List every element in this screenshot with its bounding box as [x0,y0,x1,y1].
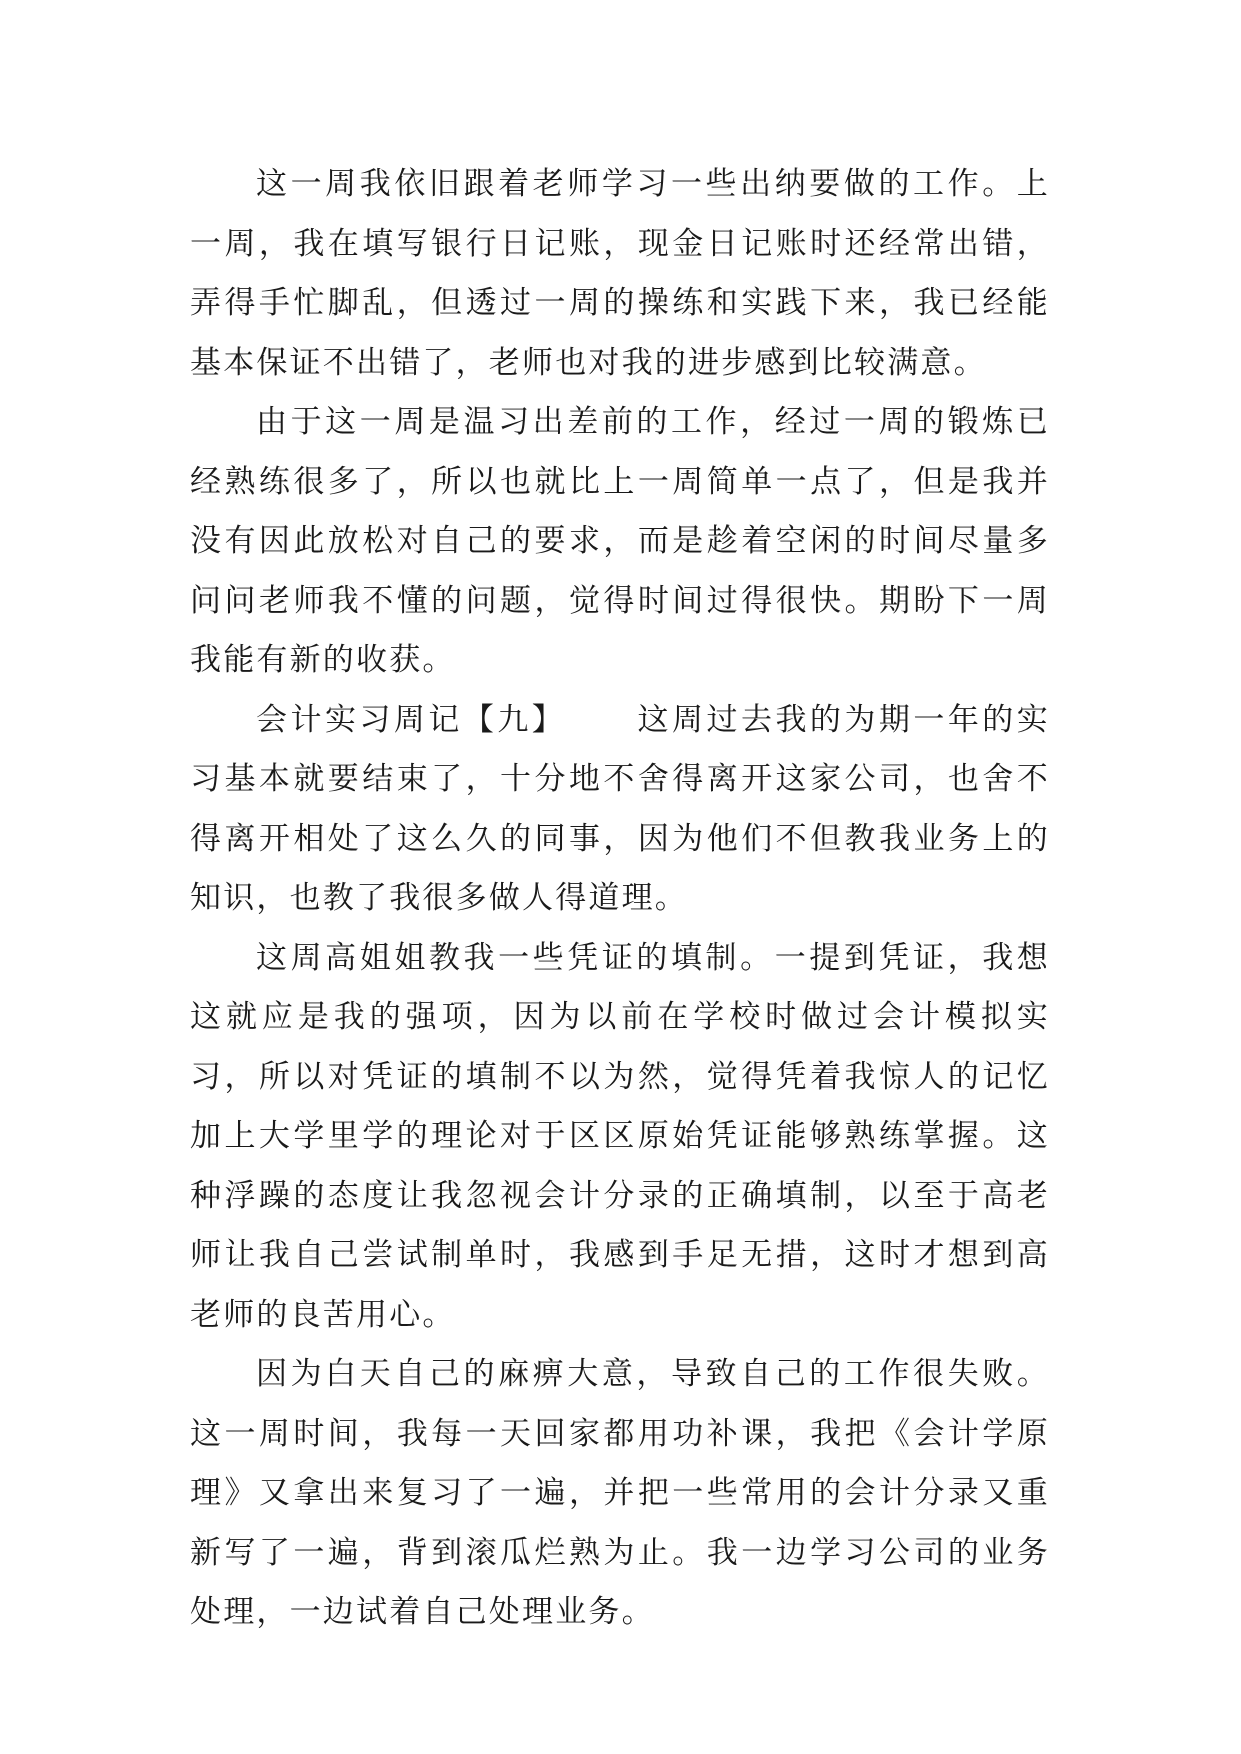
paragraph-2-text: 由于这一周是温习出差前的工作，经过一周的锻炼已经熟练很多了，所以也就比上一周简单一点了，但是我并没有因此放松对自己的要求，而是趁着空闲的时间尽量多问问老师我不懂的问题，觉得时间过得很快。期盼下一周我能有新的收获。 [190,404,1050,678]
paragraph-1-text: 这一周我依旧跟着老师学习一些出纳要做的工作。上一周，我在填写银行日记账，现金日记账时还经常出错，弄得手忙脚乱，但透过一周的操练和实践下来，我已经能基本保证不出错了，老师也对我的进步感到比较满意。 [190,166,1050,381]
paragraph-1 [190,155,1050,393]
paragraph-2 [190,393,1050,691]
paragraph-5 [190,1345,1050,1643]
paragraph-4-text: 这周高姐姐教我一些凭证的填制。一提到凭证，我想这就应是我的强项，因为以前在学校时做过会计模拟实习，所以对凭证的填制不以为然，觉得凭着我惊人的记忆加上大学里学的理论对于区区原始凭证能够熟练掌握。这种浮躁的态度让我忽视会计分录的正确填制，以至于高老师让我自己尝试制单时，我感到手足无措，这时才想到高老师的良苦用心。 [190,939,1050,1333]
paragraph-4 [190,929,1050,1346]
document-body [190,155,1050,1643]
paragraph-3 [190,691,1050,929]
paragraph-3-text: 这周过去我的为期一年的实习基本就要结束了，十分地不舍得离开这家公司，也舍不得离开相处了这么久的同事，因为他们不但教我业务上的知识，也教了我很多做人得道理。 [190,701,1050,916]
paragraph-5-text: 因为白天自己的麻痹大意，导致自己的工作很失败。这一周时间，我每一天回家都用功补课，我把《会计学原理》又拿出来复习了一遍，并把一些常用的会计分录又重新写了一遍，背到滚瓜烂熟为止。我一边学习公司的业务处理，一边试着自己处理业务。 [190,1356,1050,1630]
section-heading: 会计实习周记【九】 [256,701,567,738]
